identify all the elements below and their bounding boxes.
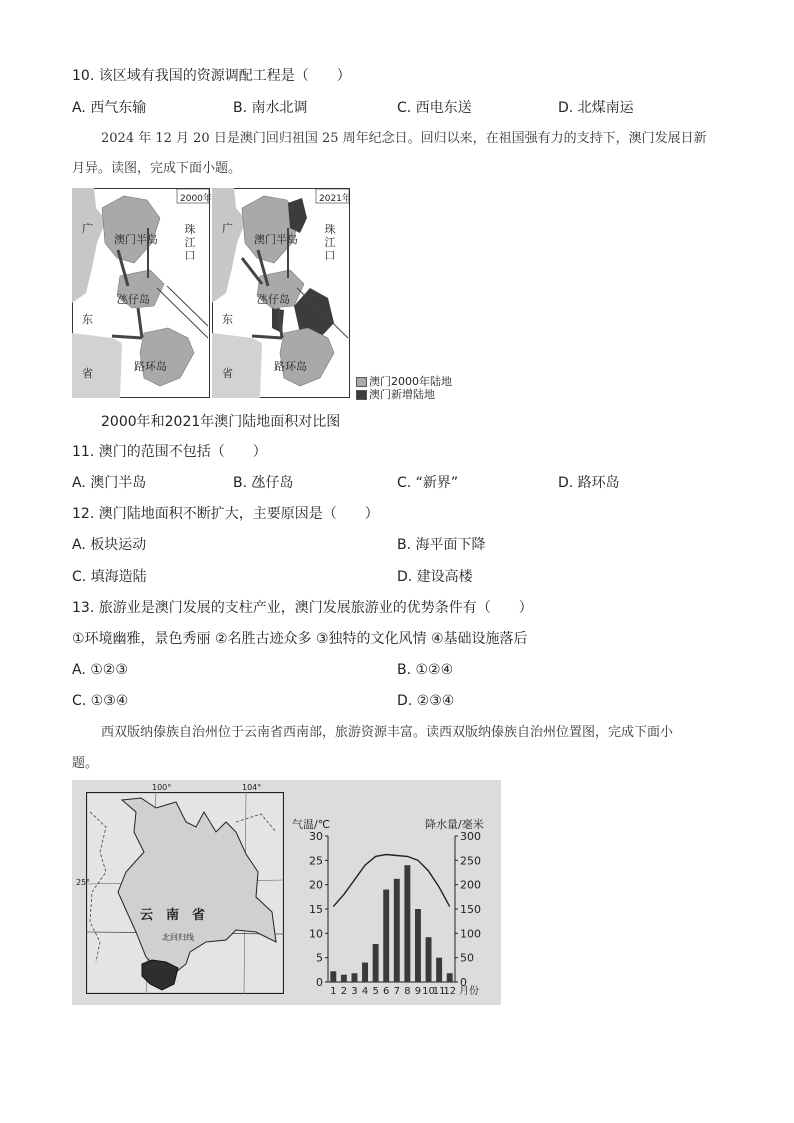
legend-new-land [356, 386, 435, 402]
q13-option-b[interactable]: B. ①②④ [397, 662, 454, 678]
precip-bar [394, 879, 400, 982]
precip-bar [436, 958, 442, 982]
precip-bar [373, 944, 379, 982]
q12-option-c[interactable]: C. 填海造陆 [72, 569, 147, 585]
q13-conditions: ①环境幽雅，景色秀丽 ②名胜古迹众多 ③独特的文化风情 ④基础设施落后 [72, 631, 528, 647]
temp-tick-label: 0 [316, 976, 323, 989]
label-taipa-right: 氹仔岛 [257, 293, 290, 306]
year-label-2021: 2021年 [319, 194, 351, 204]
q13-option-a[interactable]: A. ①②③ [72, 662, 128, 678]
label-coloane-right: 路环岛 [274, 360, 307, 373]
label-sheng-right: 省 [222, 367, 233, 380]
month-tick-label: 3 [351, 986, 358, 997]
year-label-2000: 2000年 [180, 194, 212, 204]
intro-xishuangbanna-line2: 题。 [72, 756, 99, 771]
q13-option-d[interactable]: D. ②③④ [397, 693, 455, 709]
q10-option-b[interactable]: B. 南水北调 [233, 100, 308, 116]
yunnan-map [86, 792, 284, 994]
label-sheng-left: 省 [82, 367, 93, 380]
lon-100-label: 100° [152, 783, 172, 792]
temp-axis-label: 气温/℃ [292, 818, 331, 831]
month-tick-label: 8 [404, 986, 411, 997]
precip-tick-label: 100 [460, 927, 481, 941]
month-unit-label: 月份 [459, 986, 479, 997]
label-pearl-river-right: 珠江口 [324, 223, 336, 262]
q10-option-a[interactable]: A. 西气东输 [72, 100, 147, 116]
month-tick-label: 6 [383, 986, 390, 997]
temp-tick-label: 20 [309, 878, 323, 892]
precip-bar [341, 975, 347, 982]
macau-figure-caption: 2000年和2021年澳门陆地面积对比图 [101, 414, 341, 430]
lat-25-label: 25° [76, 878, 91, 887]
precip-bar [383, 890, 389, 982]
legend-new-text: 澳门新增陆地 [369, 388, 435, 401]
q10-option-d[interactable]: D. 北煤南运 [558, 100, 634, 116]
intro-macau-line2: 月异。读图，完成下面小题。 [72, 161, 242, 176]
intro-macau-line1: 2024 年 12 月 20 日是澳门回归祖国 25 周年纪念日。回归以来，在祖国强有力的支持下，澳门发展日新 [101, 131, 707, 146]
label-taipa-left: 氹仔岛 [117, 293, 150, 306]
month-tick-label: 1 [330, 986, 337, 997]
month-tick-label: 5 [372, 986, 379, 997]
month-tick-label: 2 [340, 986, 348, 997]
q11-stem: 11. 澳门的范围不包括（ ） [72, 444, 267, 460]
month-tick-label: 9 [414, 986, 422, 997]
q11-option-a[interactable]: A. 澳门半岛 [72, 475, 147, 491]
q11-option-b[interactable]: B. 氹仔岛 [233, 475, 294, 491]
label-pearl-river-left: 珠江口 [184, 223, 196, 262]
month-tick-label: 12 [443, 986, 457, 997]
temp-tick-label: 30 [309, 830, 323, 843]
month-tick-label: 4 [361, 986, 369, 997]
label-guang-left: 广 [82, 222, 93, 235]
legend-new-swatch [356, 390, 367, 400]
precip-bar [404, 865, 410, 982]
xishuangbanna-figure [72, 780, 501, 1005]
temperature-line [333, 855, 449, 907]
precip-tick-label: 300 [460, 830, 481, 843]
q12-option-d[interactable]: D. 建设高楼 [397, 569, 473, 585]
label-macau-peninsula-right: 澳门半岛 [254, 233, 298, 246]
precip-tick-label: 250 [460, 854, 481, 868]
label-guang-right: 广 [222, 222, 233, 235]
q13-stem: 13. 旅游业是澳门发展的支柱产业，澳门发展旅游业的优势条件有（ ） [72, 600, 533, 616]
q12-stem: 12. 澳门陆地面积不断扩大，主要原因是（ ） [72, 506, 379, 522]
q11-option-c[interactable]: C. “新界” [397, 475, 459, 491]
precip-tick-label: 50 [460, 951, 474, 965]
q12-option-b[interactable]: B. 海平面下降 [397, 537, 486, 553]
precip-tick-label: 0 [460, 976, 467, 989]
precip-axis-label: 降水量/毫米 [425, 818, 484, 831]
precip-tick-label: 200 [460, 878, 481, 892]
q10-option-c[interactable]: C. 西电东送 [397, 100, 472, 116]
precip-bar [415, 909, 421, 982]
label-macau-peninsula-left: 澳门半岛 [114, 233, 158, 246]
q10-stem: 10. 该区域有我国的资源调配工程是（ ） [72, 68, 351, 84]
q12-option-a[interactable]: A. 板块运动 [72, 537, 147, 553]
month-tick-label: 10 [422, 986, 435, 997]
q11-option-d[interactable]: D. 路环岛 [558, 475, 620, 491]
temp-tick-label: 10 [309, 927, 323, 941]
temp-tick-label: 25 [309, 854, 323, 868]
climate-chart [290, 800, 501, 1000]
intro-xishuangbanna-line1: 西双版纳傣族自治州位于云南省西南部，旅游资源丰富。读西双版纳傣族自治州位置图，完成下面小 [101, 725, 674, 740]
macau-figure [72, 188, 452, 403]
label-dong-left: 东 [82, 313, 93, 326]
month-tick-label: 11 [432, 986, 446, 997]
lon-104-label: 104° [242, 783, 262, 792]
month-tick-label: 7 [393, 986, 400, 997]
precip-tick-label: 150 [460, 903, 481, 916]
precip-bar [351, 973, 357, 982]
label-coloane-left: 路环岛 [134, 360, 167, 373]
precip-bar [362, 963, 368, 982]
precip-bar [426, 937, 432, 982]
q13-option-c[interactable]: C. ①③④ [72, 693, 129, 709]
tropic-of-cancer-label: 北回归线 [162, 933, 194, 942]
yunnan-province-label: 云 南 省 [140, 908, 206, 923]
temp-tick-label: 15 [309, 903, 323, 916]
legend-old-text: 澳门2000年陆地 [369, 375, 452, 388]
precip-bar [447, 973, 453, 982]
label-dong-right: 东 [222, 313, 233, 326]
precip-bar [330, 971, 336, 982]
temp-tick-label: 5 [316, 951, 323, 965]
